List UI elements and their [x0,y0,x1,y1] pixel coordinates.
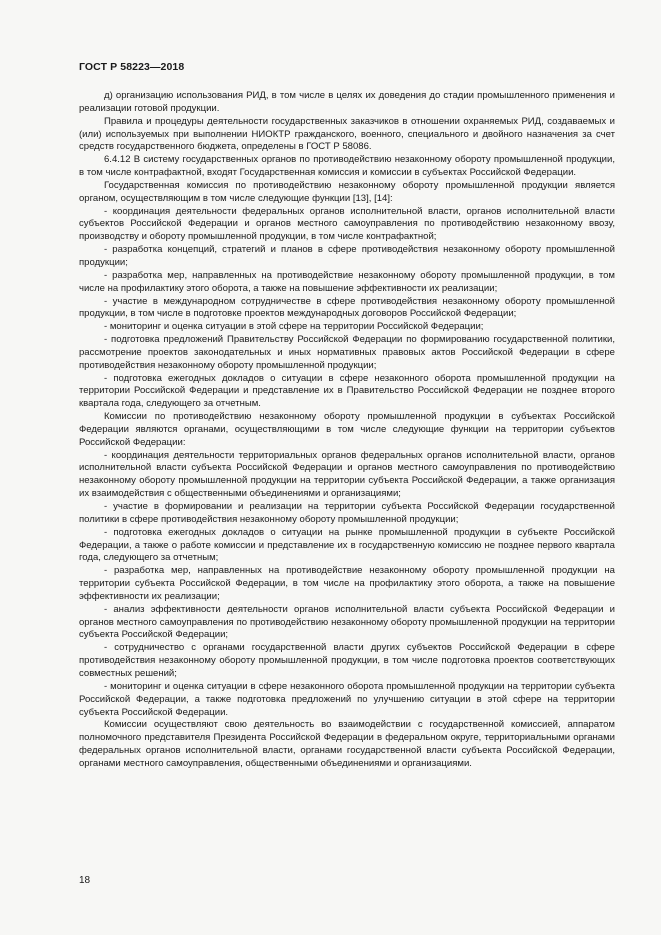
list-item: - координация деятельности федеральных органов исполнительной власти, органов исполнительной власти субъектов Российской Федерации и органов местного самоуправления по противодействию незаконному ввозу, производству и обороту промышленной продукции, в том числе контрафактной; [79,205,615,243]
list-item: - участие в международном сотрудничестве в сфере противодействия незаконному обороту промышленной продукции, в том числе в подготовке проектов международных договоров Российской Федерации; [79,295,615,320]
document-header: ГОСТ Р 58223—2018 [79,61,185,73]
list-item: - анализ эффективности деятельности органов исполнительной власти субъекта Российской Федерации и органов местного самоуправления по противодействию незаконному обороту промышленной продукции на территории субъекта Российской Федерации; [79,603,615,641]
list-item: - разработка мер, направленных на противодействие незаконному обороту промышленной продукции на территории субъекта Российской Федерации, в том числе на профилактику этого оборота, а также на повышение эффективности их реализации; [79,565,615,602]
list-item: - участие в формировании и реализации на территории субъекта Российской Федерации государственной политики в сфере противодействия незаконному обороту промышленной продукции; [79,501,615,525]
list-item: - мониторинг и оценка ситуации в сфере незаконного оборота промышленной продукции на территории субъекта Российской Федерации, а также подготовка предложений по улучшению ситуации в этой сфере на территории субъекта Российской Федерации. [79,680,615,718]
list-item: - подготовка ежегодных докладов о ситуации в сфере незаконного оборота промышленной продукции на территории Российской Федерации и представление их в Правительство Российской Федерации не позднее второго квартала года, следующего за отчетным. [79,372,615,410]
paragraph: Комиссии по противодействию незаконному обороту промышленной продукции в субъектах Российской Федерации являются органами, осуществляющими в том числе следующие функции на территории субъектов Российской Федерации: [79,411,615,448]
paragraph: Государственная комиссия по противодействию незаконному обороту промышленной продукции является органом, осуществляющим в том числе следующие функции [13], [14]: [79,179,615,204]
list-item: - сотрудничество с органами государственной власти других субъектов Российской Федерации в сфере противодействия незаконному обороту промышленной продукции, в том числе подготовка проектов соответствующих совместных решений; [79,642,615,679]
paragraph: Комиссии осуществляют свою деятельность во взаимодействии с государственной комиссией, аппаратом полномочного представителя Президента Российской Федерации в федеральном округе, территориальными органами федеральных органов исполнительной власти, органами государственной власти субъекта Российской Федерации, органами местного самоуправления, общественными объединениями и организациями. [79,719,615,769]
list-item: - координация деятельности территориальных органов федеральных органов исполнительной власти, органов исполнительной власти субъекта Российской Федерации и органов местного самоуправления по противодействию незаконному обороту промышленной продукции на территории субъекта Российской Федерации, а также организация их взаимодействия с общественными объединениями и организациями; [79,449,615,500]
page-number: 18 [79,875,91,886]
paragraph: Правила и процедуры деятельности государственных заказчиков в отношении охраняемых РИД, создаваемых и (или) используемых при выполнении НИОКТР гражданского, военного, специального и двойного назначения за счет средств государственного бюджета, определены в ГОСТ Р 58086. [79,115,615,153]
paragraph: 6.4.12 В систему государственных органов по противодействию незаконному обороту промышленной продукции, в том числе контрафактной, входят Государственная комиссия и комиссии в субъектах Российской Федерации. [79,154,615,179]
list-item: - подготовка ежегодных докладов о ситуации на рынке промышленной продукции в субъекте Российской Федерации, а также о работе комиссии и представление их в государственную комиссию не позднее первого квартала года, следующего за отчетным; [79,526,615,564]
document-body [79,90,615,771]
paragraph: д) организацию использования РИД, в том числе в целях их доведения до стадии промышленного применения и реализации готовой продукции. [79,90,615,114]
list-item: - подготовка предложений Правительству Российской Федерации по формированию государственной политики, рассмотрение проектов законодательных и иных нормативных правовых актов Российской Федерации в сфере противодействия незаконному обороту промышленной продукции; [79,334,615,371]
list-item: - разработка мер, направленных на противодействие незаконному обороту промышленной продукции, в том числе на профилактику этого оборота, а также на повышение эффективности их реализации; [79,269,615,294]
list-item: - разработка концепций, стратегий и планов в сфере противодействия незаконному обороту промышленной продукции; [79,244,615,268]
list-item: - мониторинг и оценка ситуации в этой сфере на территории Российской Федерации; [104,321,484,333]
